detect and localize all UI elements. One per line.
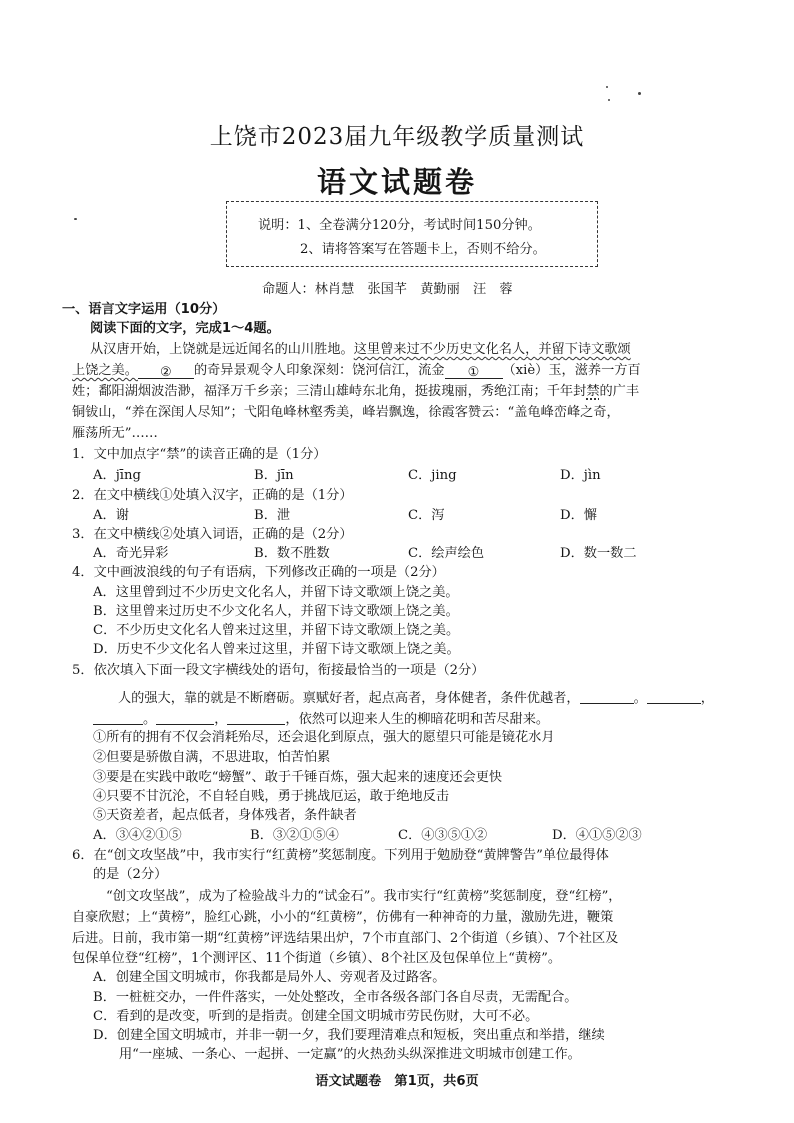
- passage-text: （xiè）玉，滋养一方百: [502, 363, 641, 378]
- authors-line: 命题人：林肖慧 张国芊 黄勤丽 汪 蓉: [262, 282, 513, 297]
- q1-option-d: D．jìn: [560, 468, 601, 483]
- wavy-sentence: 这里曾来过不少历史文化名人，并留下诗文歌颂: [353, 342, 631, 357]
- q6-option-c: C．看到的是改变，听到的是指责。创建全国文明城市劳民伤财，大可不必。: [93, 1009, 539, 1024]
- exam-subtitle: 语文试题卷: [316, 165, 477, 199]
- q6-option-b: B．一桩桩交办，一件件落实，一处处整改，全市各级各部门各自尽责，无需配合。: [93, 990, 578, 1005]
- q5-passage-text: 人的强大，靠的就是不断磨砺。禀赋好者，起点高者，身体健者，条件优越者，: [118, 691, 580, 706]
- question-6-stem-line-2: 的是（2分）: [93, 867, 168, 882]
- q2-option-d: D．懈: [560, 508, 597, 523]
- reading-instruction: 阅读下面的文字，完成1～4题。: [90, 321, 280, 336]
- q5-blank: [93, 710, 143, 725]
- blank-1: [445, 364, 503, 379]
- q6-option-d: D．创建全国文明城市，并非一朝一夕，我们要理清难点和短板，突出重点和举措，继续: [93, 1028, 605, 1043]
- q5-item-2: ②但要是骄傲自满，不思进取，怕苦怕累: [93, 750, 331, 765]
- q6-passage-line-1: “创文攻坚战”，成为了检验战斗力的“试金石”。我市实行“红黄榜”奖惩制度，登“红榜”，: [106, 889, 622, 904]
- q4-option-c: C．不少历史文化名人曾来过这里，并留下诗文歌颂上饶之美。: [93, 623, 460, 638]
- scan-speck: [638, 92, 641, 95]
- passage-line-3: [72, 383, 639, 401]
- q5-passage-line-1: 人的强大，靠的就是不断磨砺。禀赋好者，起点高者，身体健者，条件优越者， 。 ，: [118, 691, 714, 706]
- q3-option-c: C．绘声绘色: [408, 546, 485, 561]
- q5-passage-line-2: 。 ， ，依然可以迎来人生的柳暗花明和苦尽甜来。: [93, 710, 549, 729]
- page-footer: 语文试题卷 第1页，共6页: [315, 1074, 479, 1089]
- q6-passage-line-4: 包保单位登“红榜”，1个测评区、11个街道（乡镇）、8个社区及包保单位上“黄榜”。: [72, 951, 562, 966]
- q1-option-a: A．jīng: [93, 468, 141, 483]
- q3-option-a: A．奇光异彩: [93, 546, 169, 561]
- passage-line-2: [72, 362, 641, 380]
- q2-option-b: B．泄: [254, 508, 291, 523]
- passage-text: 姓；鄱阳湖烟波浩渺，福泽万千乡亲；三清山雄峙东北角，挺拔瑰丽，秀绝江南；千年封: [72, 384, 587, 399]
- blank-1-label: ①: [467, 365, 480, 380]
- q2-option-a: A．谢: [93, 508, 129, 523]
- exam-title: 上饶市2023届九年级教学质量测试: [209, 124, 585, 150]
- q5-blank: [580, 689, 634, 704]
- scan-speck: [606, 86, 608, 88]
- q4-option-a: A．这里曾到过不少历史文化名人，并留下诗文歌颂上饶之美。: [93, 585, 459, 600]
- q5-blank: [156, 710, 214, 725]
- q5-option-a: A．③④②①⑤: [93, 828, 182, 843]
- question-5-stem: 5．依次填入下面一段文字横线处的语句，衔接最恰当的一项是（2分）: [72, 663, 485, 678]
- question-4-stem: 4．文中画波浪线的句子有语病，下列修改正确的一项是（2分）: [72, 565, 445, 580]
- question-1-stem: 1．文中加点字“禁”的读音正确的是（1分）: [72, 447, 327, 462]
- q6-option-d-cont: 用“一座城、一条心、一起拼、一定赢”的火热劲头纵深推进文明城市创建工作。: [119, 1047, 581, 1062]
- q6-option-a: A．创建全国文明城市，你我都是局外人、旁观者及过路客。: [93, 970, 446, 985]
- instruction-line-1: 说明：1、全卷满分120分，考试时间150分钟。: [258, 218, 541, 233]
- q5-blank: [227, 710, 285, 725]
- passage-line-1: [90, 341, 631, 359]
- q5-passage-text: 依然可以迎来人生的柳暗花明和苦尽甜来。: [298, 712, 550, 727]
- passage-line-4: 铜钹山，“养在深闺人尽知”；弋阳龟峰林壑秀美，峰岩飘逸，徐霞客赞云：“盖龟峰峦峰之奇，: [72, 405, 620, 420]
- scan-speck: [608, 99, 610, 101]
- passage-text: 的奇异景观令人印象深刻：饶河信江，流金: [193, 363, 445, 378]
- question-6-stem-line-1: 6．在“创文攻坚战”中，我市实行“红黄榜”奖惩制度。下列用于勉励登“黄牌警告”单位最得体: [72, 848, 609, 863]
- q5-item-1: ①所有的拥有不仅会消耗殆尽，还会退化到原点，强大的愿望只可能是镜花水月: [93, 730, 555, 745]
- q6-passage-line-2: 自豪欣慰；上“黄榜”，脸红心跳，小小的“红黄榜”，仿佛有一种神奇的力量，激励先进，鞭策: [72, 910, 614, 925]
- blank-2: [138, 364, 194, 379]
- blank-2-label: ②: [160, 365, 172, 380]
- q4-option-b: B．这里曾来过历史不少文化名人，并留下诗文歌颂上饶之美。: [93, 604, 459, 619]
- q3-option-d: D．数一数二: [560, 546, 637, 561]
- dotted-char-jin: 禁: [586, 384, 600, 399]
- q3-option-b: B．数不胜数: [254, 546, 330, 561]
- q1-option-c: C．jing: [408, 468, 457, 483]
- q4-option-d: D．历史不少文化名人曾来过这里，并留下诗文歌颂上饶之美。: [93, 642, 460, 657]
- q5-option-b: B．③②①⑤④: [250, 828, 339, 843]
- q5-item-5: ⑤天资差者，起点低者，身体残者，条件缺者: [93, 808, 357, 823]
- q5-item-3: ③要是在实践中敢吃“螃蟹”、敢于千锤百炼，强大起来的速度还会更快: [93, 770, 503, 785]
- passage-line-5: 雁荡所无”……: [72, 426, 158, 441]
- q6-passage-line-3: 后进。日前，我市第一期“红黄榜”评选结果出炉，7个市直部门、2个街道（乡镇）、7个社区及: [72, 931, 619, 946]
- scan-speck: [74, 218, 77, 220]
- q5-option-d: D．④①⑤②③: [552, 828, 642, 843]
- q5-option-c: C．④③⑤①②: [398, 828, 488, 843]
- wavy-sentence-end: 上饶之美。: [72, 363, 138, 378]
- passage-text: 的广丰: [599, 384, 640, 399]
- instruction-line-2: 2、请将答案写在答题卡上，否则不给分。: [300, 242, 546, 257]
- q2-option-c: C．泻: [408, 508, 445, 523]
- question-2-stem: 2．在文中横线①处填入汉字，正确的是（1分）: [72, 488, 353, 503]
- q5-blank: [647, 689, 701, 704]
- question-3-stem: 3．在文中横线②处填入词语，正确的是（2分）: [72, 527, 353, 542]
- passage-text: 从汉唐开始，上饶就是远近闻名的山川胜地。: [90, 342, 354, 357]
- q1-option-b: B．jīn: [254, 468, 294, 483]
- q5-item-4: ④只要不甘沉沦，不自轻自贱，勇于挑战厄运，敢于绝地反击: [93, 789, 450, 804]
- section-heading: 一、语言文字运用（10分）: [62, 302, 226, 317]
